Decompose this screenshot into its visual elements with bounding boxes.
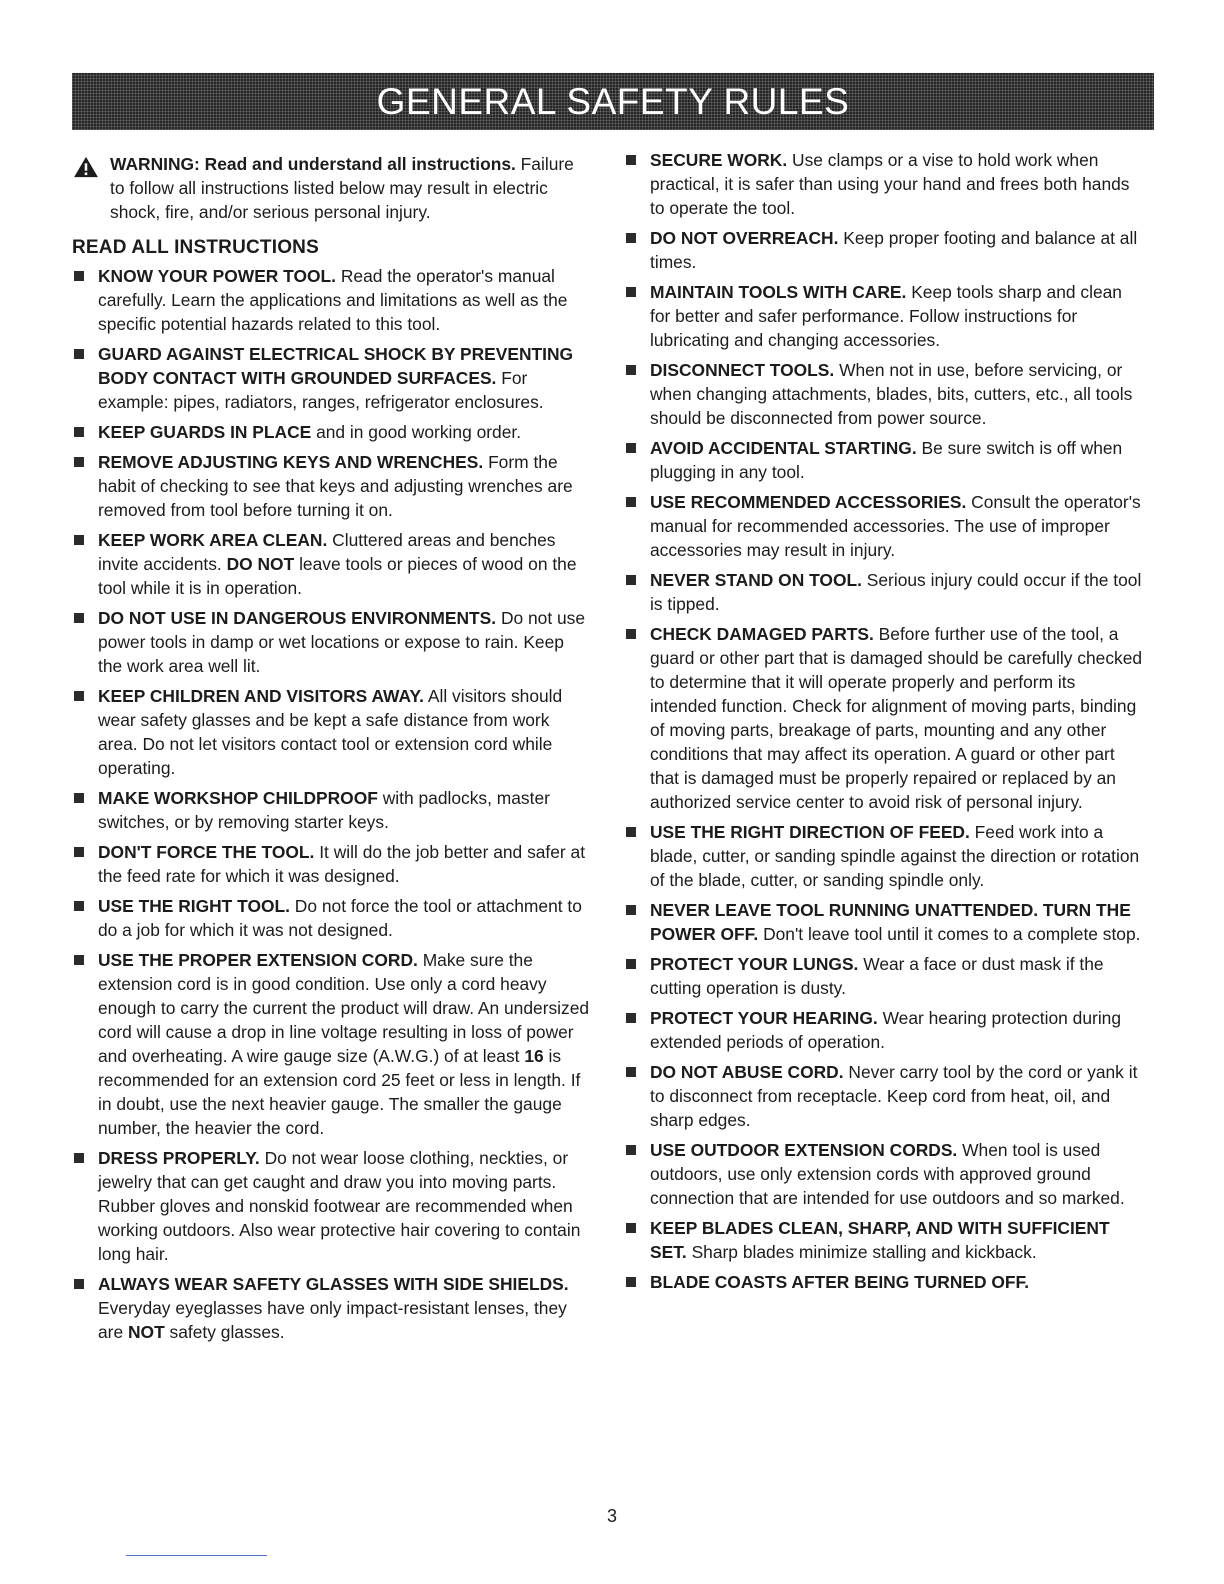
rule-text: When tool is used outdoors, use only extension cords with approved ground connection that are intended for use outdoors and so marked.	[650, 1140, 1125, 1208]
safety-rule	[624, 1060, 1146, 1132]
rule-text: Wear hearing protection during extended periods of operation.	[650, 1008, 1122, 1052]
rule-text: Don't leave tool until it comes to a complete stop.	[763, 924, 1141, 944]
safety-rule	[72, 1146, 592, 1266]
footer-rule	[126, 1555, 267, 1556]
safety-rule	[624, 1138, 1146, 1210]
page-title: GENERAL SAFETY RULES	[376, 80, 850, 122]
rule-title: KNOW YOUR POWER TOOL.	[98, 266, 336, 286]
rule-title: AVOID ACCIDENTAL STARTING.	[650, 438, 917, 458]
rule-text: Keep proper footing and balance at all times.	[650, 228, 1138, 272]
warning-lead: WARNING: Read and understand all instructions.	[110, 154, 516, 174]
safety-rule	[624, 820, 1146, 892]
right-rule-list	[624, 148, 1146, 1294]
bullet-square-icon	[626, 365, 636, 375]
warning-triangle-icon	[72, 156, 100, 178]
bullet-square-icon	[626, 1013, 636, 1023]
bullet-square-icon	[74, 457, 84, 467]
safety-rule	[72, 342, 592, 414]
safety-rule	[72, 948, 592, 1140]
bullet-square-icon	[626, 287, 636, 297]
rule-text: Do not force the tool or attachment to do a job for which it was not designed.	[98, 896, 582, 940]
rule-emphasis: DO NOT	[226, 554, 295, 574]
bullet-square-icon	[74, 1279, 84, 1289]
safety-rule	[624, 1216, 1146, 1264]
bullet-square-icon	[74, 271, 84, 281]
rule-title: DO NOT OVERREACH.	[650, 228, 839, 248]
safety-rule	[72, 894, 592, 942]
bullet-square-icon	[626, 905, 636, 915]
rule-text: Make sure the extension cord is in good condition. Use only a cord heavy enough to carry the current the product will draw. An undersized cord will cause a drop in line voltage resulting in loss of power and overheating. A wire gauge size (A.W.G.) of at least	[98, 950, 590, 1066]
bullet-square-icon	[74, 847, 84, 857]
rule-title: DRESS PROPERLY.	[98, 1148, 260, 1168]
bullet-square-icon	[626, 959, 636, 969]
rule-title: NEVER STAND ON TOOL.	[650, 570, 862, 590]
left-column	[72, 148, 592, 1350]
bullet-square-icon	[74, 793, 84, 803]
bullet-square-icon	[74, 901, 84, 911]
rule-text-continued: safety glasses.	[169, 1322, 285, 1342]
rule-title: DISCONNECT TOOLS.	[650, 360, 835, 380]
safety-rule	[72, 1272, 592, 1344]
bullet-square-icon	[74, 535, 84, 545]
safety-rule	[624, 1006, 1146, 1054]
rule-title: SECURE WORK.	[650, 150, 788, 170]
safety-rule	[72, 684, 592, 780]
rule-title: KEEP CHILDREN AND VISITORS AWAY.	[98, 686, 424, 706]
bullet-square-icon	[74, 955, 84, 965]
safety-rule	[624, 622, 1146, 814]
rule-text: Serious injury could occur if the tool is tipped.	[650, 570, 1142, 614]
rule-text: Form the habit of checking to see that keys and adjusting wrenches are removed from tool before turning it on.	[98, 452, 573, 520]
rule-emphasis: NOT	[127, 1322, 165, 1342]
bullet-square-icon	[626, 1277, 636, 1287]
safety-rule	[624, 358, 1146, 430]
safety-rule	[72, 786, 592, 834]
rule-title: MAKE WORKSHOP CHILDPROOF	[98, 788, 378, 808]
safety-rule	[624, 280, 1146, 352]
bullet-square-icon	[626, 443, 636, 453]
rule-title: KEEP BLADES CLEAN, SHARP, AND WITH SUFFICIENT SET.	[650, 1218, 1110, 1262]
rule-text: Everyday eyeglasses have only impact-resistant lenses, they are	[98, 1298, 567, 1342]
rule-text: and in good working order.	[316, 422, 522, 442]
safety-rule	[624, 898, 1146, 946]
page-number: 3	[606, 1506, 617, 1526]
bullet-square-icon	[626, 827, 636, 837]
rule-title: NEVER LEAVE TOOL RUNNING UNATTENDED. TURN THE POWER OFF.	[650, 900, 1131, 944]
rule-title: DON'T FORCE THE TOOL.	[98, 842, 315, 862]
safety-rule	[72, 450, 592, 522]
bullet-square-icon	[626, 1145, 636, 1155]
bullet-square-icon	[626, 233, 636, 243]
bullet-square-icon	[626, 629, 636, 639]
rule-text: with padlocks, master switches, or by removing starter keys.	[98, 788, 550, 832]
rule-text: Consult the operator's manual for recommended accessories. The use of improper accessories may result in injury.	[650, 492, 1141, 560]
rule-text: Read the operator's manual carefully. Learn the applications and limitations as well as the specific potential hazards related to this tool.	[98, 266, 568, 334]
rule-text: Keep tools sharp and clean for better and safer performance. Follow instructions for lubricating and changing accessories.	[650, 282, 1122, 350]
rule-title: KEEP GUARDS IN PLACE	[98, 422, 312, 442]
rule-text: Cluttered areas and benches invite accidents.	[98, 530, 556, 574]
bullet-square-icon	[626, 575, 636, 585]
safety-rule	[624, 1270, 1146, 1294]
rule-title: PROTECT YOUR HEARING.	[650, 1008, 878, 1028]
rule-text: Wear a face or dust mask if the cutting operation is dusty.	[650, 954, 1104, 998]
section-heading: READ ALL INSTRUCTIONS	[72, 237, 319, 258]
title-banner	[72, 73, 1154, 130]
bullet-square-icon	[626, 1067, 636, 1077]
rule-title: USE RECOMMENDED ACCESSORIES.	[650, 492, 967, 512]
rule-title: KEEP WORK AREA CLEAN.	[98, 530, 328, 550]
rule-text: All visitors should wear safety glasses and be kept a safe distance from work area. Do not let visitors contact tool or extension cord while operating.	[98, 686, 563, 778]
safety-rule	[624, 226, 1146, 274]
rule-title: USE THE RIGHT TOOL.	[98, 896, 290, 916]
rule-text: Be sure switch is off when plugging in any tool.	[650, 438, 1123, 482]
safety-rule	[72, 264, 592, 336]
safety-rule	[72, 606, 592, 678]
rule-text: When not in use, before servicing, or when changing attachments, blades, bits, cutters, etc., all tools should be disconnected from power source.	[650, 360, 1133, 428]
rule-text: For example: pipes, radiators, ranges, refrigerator enclosures.	[98, 368, 544, 412]
rule-text: Before further use of the tool, a guard or other part that is damaged should be carefully checked to determine that it will operate properly and perform its intended function. Check for alignment of moving parts, binding of moving parts, breakage of parts, mounting and any other conditions that may affect its operation. A guard or other part that is damaged must be properly repaired or replaced by an authorized service center to avoid risk of personal injury.	[650, 624, 1143, 812]
safety-rule	[624, 148, 1146, 220]
safety-rule	[72, 528, 592, 600]
bullet-square-icon	[74, 427, 84, 437]
safety-rule	[624, 490, 1146, 562]
rule-title: BLADE COASTS AFTER BEING TURNED OFF.	[650, 1272, 1030, 1292]
safety-rule	[72, 840, 592, 888]
rule-title: REMOVE ADJUSTING KEYS AND WRENCHES.	[98, 452, 484, 472]
rule-text: Do not use power tools in damp or wet locations or expose to rain. Keep the work area well lit.	[98, 608, 586, 676]
bullet-square-icon	[626, 155, 636, 165]
rule-text-continued: leave tools or pieces of wood on the tool while it is in operation.	[98, 554, 577, 598]
warning-block	[72, 152, 592, 224]
bullet-square-icon	[74, 691, 84, 701]
safety-rule	[624, 436, 1146, 484]
left-rule-list	[72, 264, 592, 1344]
rule-title: DO NOT ABUSE CORD.	[650, 1062, 844, 1082]
rule-title: CHECK DAMAGED PARTS.	[650, 624, 874, 644]
bullet-square-icon	[74, 1153, 84, 1163]
rule-emphasis: 16	[524, 1046, 544, 1066]
rule-title: USE THE PROPER EXTENSION CORD.	[98, 950, 418, 970]
rule-text: Never carry tool by the cord or yank it to disconnect from receptacle. Keep cord from heat, oil, and sharp edges.	[650, 1062, 1138, 1130]
rule-text: Use clamps or a vise to hold work when practical, it is safer than using your hand and frees both hands to operate the tool.	[650, 150, 1130, 218]
bullet-square-icon	[74, 349, 84, 359]
rule-text: Feed work into a blade, cutter, or sanding spindle against the direction or rotation of the blade, cutter, or sanding spindle only.	[650, 822, 1140, 890]
bullet-square-icon	[626, 497, 636, 507]
bullet-square-icon	[74, 613, 84, 623]
rule-text-continued: is recommended for an extension cord 25 feet or less in length. If in doubt, use the next heavier gauge. The smaller the gauge number, the heavier the cord.	[98, 1046, 581, 1138]
rule-title: USE THE RIGHT DIRECTION OF FEED.	[650, 822, 970, 842]
rule-text: Sharp blades minimize stalling and kickback.	[691, 1242, 1037, 1262]
rule-title: MAINTAIN TOOLS WITH CARE.	[650, 282, 907, 302]
rule-title: USE OUTDOOR EXTENSION CORDS.	[650, 1140, 958, 1160]
safety-rule	[624, 568, 1146, 616]
rule-title: GUARD AGAINST ELECTRICAL SHOCK BY PREVENTING BODY CONTACT WITH GROUNDED SURFACES.	[98, 344, 574, 388]
rule-title: PROTECT YOUR LUNGS.	[650, 954, 859, 974]
safety-rule	[624, 952, 1146, 1000]
warning-text	[110, 152, 592, 224]
right-column	[624, 148, 1146, 1300]
rule-text: It will do the job better and safer at the feed rate for which it was designed.	[98, 842, 586, 886]
warning-body: Failure to follow all instructions listed below may result in electric shock, fire, and/or serious personal injury.	[110, 154, 574, 222]
rule-title: ALWAYS WEAR SAFETY GLASSES WITH SIDE SHIELDS.	[98, 1274, 569, 1294]
rule-title: DO NOT USE IN DANGEROUS ENVIRONMENTS.	[98, 608, 497, 628]
bullet-square-icon	[626, 1223, 636, 1233]
safety-rule	[72, 420, 592, 444]
rule-text: Do not wear loose clothing, neckties, or jewelry that can get caught and draw you into moving parts. Rubber gloves and nonskid footwear are recommended when working outdoors. Also wear protective hair covering to contain long hair.	[98, 1148, 581, 1264]
